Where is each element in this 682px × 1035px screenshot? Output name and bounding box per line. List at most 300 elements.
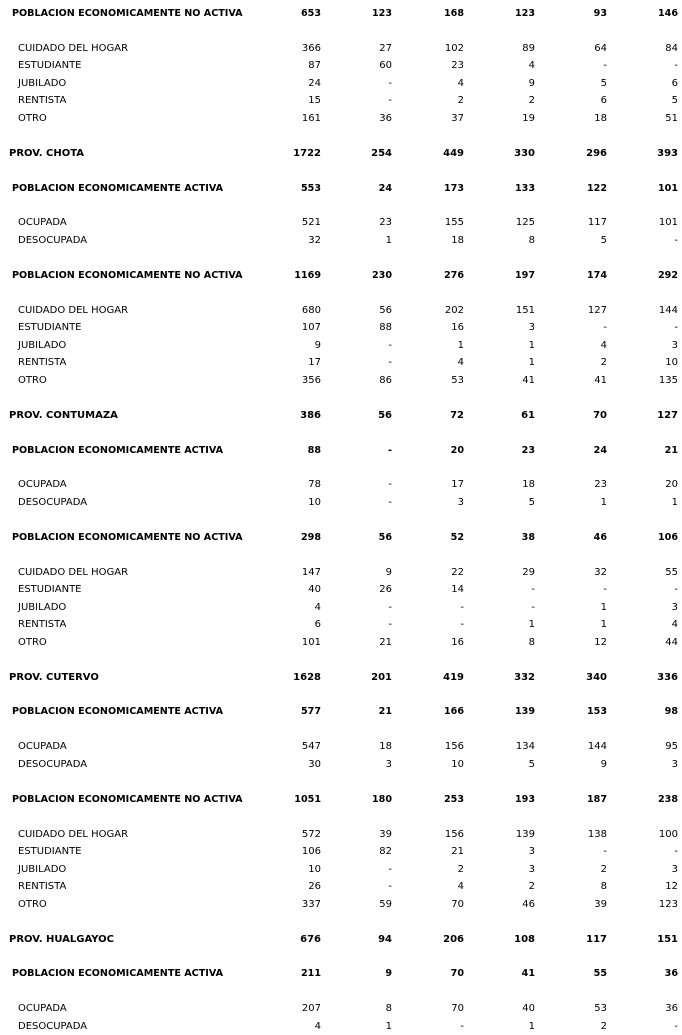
cell-col-3: 14	[451, 584, 464, 596]
cell-col-6: -	[674, 322, 678, 334]
cell-col-1: 9	[314, 339, 321, 351]
cell-col-5: 93	[593, 8, 607, 19]
cell-col-6: 144	[658, 304, 678, 316]
cell-col-1: 30	[308, 758, 321, 770]
cell-col-1: 87	[308, 60, 321, 72]
cell-col-5: -	[603, 846, 607, 857]
table-row	[0, 233, 682, 249]
cell-col-4: 330	[514, 147, 535, 159]
row-label: JUBILADO	[18, 601, 67, 613]
cell-col-5: 70	[593, 409, 607, 421]
cell-col-1: 298	[300, 531, 321, 543]
cell-col-1: 161	[301, 112, 321, 124]
cell-col-5: 12	[594, 636, 607, 648]
cell-col-6: 127	[657, 409, 678, 421]
cell-col-3: 449	[443, 147, 464, 159]
cell-col-1: 107	[301, 322, 321, 334]
cell-col-5: 6	[600, 95, 607, 107]
category-row	[0, 966, 682, 982]
cell-col-4: 1	[528, 357, 535, 369]
cell-col-2: -	[388, 881, 392, 892]
table-row	[0, 844, 682, 860]
cell-col-4: 332	[514, 671, 535, 683]
cell-col-3: -	[460, 619, 464, 631]
cell-col-4: 46	[522, 898, 535, 910]
cell-col-4: 1	[528, 339, 535, 351]
cell-col-4: 9	[528, 77, 535, 89]
cell-col-4: 8	[528, 636, 535, 648]
row-label: OTRO	[18, 636, 47, 648]
cell-col-4: 61	[521, 409, 535, 421]
cell-col-2: 230	[371, 269, 392, 281]
cell-col-1: 15	[308, 95, 321, 107]
row-label: ESTUDIANTE	[18, 60, 82, 72]
table-row	[0, 862, 682, 878]
cell-col-1: 32	[308, 234, 321, 246]
cell-col-3: 52	[450, 531, 464, 543]
cell-col-5: 5	[600, 77, 607, 89]
row-label: OCUPADA	[18, 1003, 67, 1015]
cell-col-3: 10	[451, 758, 464, 770]
cell-col-3: 4	[457, 881, 464, 892]
cell-col-6: 292	[657, 269, 678, 281]
cell-col-2: 1	[385, 1020, 392, 1032]
cell-col-6: 4	[671, 619, 678, 631]
cell-col-6: 36	[664, 968, 678, 980]
cell-col-5: 2	[600, 357, 607, 369]
cell-col-4: 5	[528, 496, 535, 508]
cell-col-3: 70	[450, 968, 464, 980]
cell-col-4: 2	[528, 881, 535, 892]
cell-col-3: 21	[451, 846, 464, 857]
cell-col-4: 139	[514, 706, 535, 718]
cell-col-2: -	[388, 77, 392, 89]
row-label: OCUPADA	[18, 479, 67, 491]
cell-col-5: 55	[593, 968, 607, 980]
cell-col-1: 17	[308, 357, 321, 369]
cell-col-5: 5	[600, 234, 607, 246]
cell-col-1: 4	[314, 601, 321, 613]
row-label: OCUPADA	[18, 217, 67, 229]
cell-col-2: 56	[379, 304, 392, 316]
cell-col-6: 36	[665, 1003, 678, 1015]
row-label: DESOCUPADA	[18, 758, 88, 770]
cell-col-5: 122	[586, 182, 607, 194]
cell-col-3: 173	[443, 182, 464, 194]
cell-col-2: 201	[371, 671, 392, 683]
row-label: RENTISTA	[18, 619, 67, 631]
province-row	[0, 408, 682, 424]
cell-col-1: 10	[308, 496, 321, 508]
cell-col-3: 16	[451, 636, 464, 648]
row-label: ESTUDIANTE	[18, 322, 82, 334]
cell-col-1: 78	[308, 479, 321, 491]
cell-col-3: 22	[451, 566, 464, 578]
cell-col-4: 8	[528, 234, 535, 246]
cell-col-3: 70	[451, 898, 464, 910]
cell-col-1: 653	[300, 8, 321, 19]
cell-col-6: 84	[665, 42, 678, 54]
cell-col-4: 123	[514, 8, 535, 19]
cell-col-6: 21	[664, 444, 678, 456]
row-label: JUBILADO	[18, 863, 67, 875]
cell-col-3: -	[460, 601, 464, 613]
cell-col-4: 41	[521, 968, 535, 980]
cell-col-1: 4	[314, 1020, 321, 1032]
cell-col-3: 156	[444, 828, 464, 840]
cell-col-3: 206	[443, 933, 464, 945]
category-row	[0, 792, 682, 808]
cell-col-5: 153	[586, 706, 607, 718]
row-label: POBLACION ECONOMICAMENTE ACTIVA	[12, 444, 224, 456]
cell-col-5: 23	[594, 479, 607, 491]
cell-col-2: -	[388, 619, 392, 631]
cell-col-2: 9	[385, 566, 392, 578]
cell-col-6: -	[674, 846, 678, 857]
table-row	[0, 355, 682, 371]
row-label: OTRO	[18, 898, 47, 910]
province-row	[0, 670, 682, 686]
cell-col-2: 88	[379, 322, 392, 334]
cell-col-6: 55	[665, 566, 678, 578]
cell-col-4: 1	[528, 619, 535, 631]
cell-col-1: 1169	[294, 269, 321, 281]
cell-col-3: 419	[443, 671, 464, 683]
cell-col-5: 138	[587, 828, 607, 840]
category-row	[0, 268, 682, 284]
table-row	[0, 303, 682, 319]
table-row	[0, 373, 682, 389]
cell-col-4: 23	[521, 444, 535, 456]
cell-col-4: 193	[514, 793, 535, 805]
cell-col-4: 108	[514, 933, 535, 945]
cell-col-5: 117	[586, 933, 607, 945]
cell-col-2: 23	[379, 217, 392, 229]
row-label: PROV. CUTERVO	[9, 671, 99, 683]
row-label: RENTISTA	[18, 357, 67, 369]
cell-col-1: 211	[300, 968, 321, 980]
row-label: CUIDADO DEL HOGAR	[18, 566, 129, 578]
cell-col-3: 4	[457, 77, 464, 89]
cell-col-5: 9	[600, 758, 607, 770]
row-label: RENTISTA	[18, 95, 67, 107]
cell-col-2: 82	[379, 846, 392, 857]
cell-col-4: 133	[514, 182, 535, 194]
cell-col-4: -	[531, 584, 535, 596]
category-row	[0, 704, 682, 720]
cell-col-2: 254	[371, 147, 392, 159]
cell-col-3: 253	[443, 793, 464, 805]
cell-col-6: 3	[671, 339, 678, 351]
category-row	[0, 6, 682, 22]
cell-col-6: 12	[665, 881, 678, 892]
cell-col-4: 151	[515, 304, 535, 316]
table-row	[0, 757, 682, 773]
cell-col-4: 89	[522, 42, 535, 54]
row-label: PROV. CHOTA	[9, 147, 84, 159]
cell-col-2: 21	[378, 706, 392, 718]
cell-col-5: 2	[600, 863, 607, 875]
cell-col-6: 100	[658, 828, 678, 840]
cell-col-2: 59	[379, 898, 392, 910]
cell-col-2: 56	[378, 409, 392, 421]
cell-col-6: 106	[657, 531, 678, 543]
cell-col-3: 168	[443, 8, 464, 19]
cell-col-6: 101	[657, 182, 678, 194]
row-label: POBLACION ECONOMICAMENTE NO ACTIVA	[12, 793, 243, 805]
cell-col-2: 60	[379, 60, 392, 72]
cell-col-6: 336	[657, 671, 678, 683]
table-row	[0, 879, 682, 895]
cell-col-1: 6	[314, 619, 321, 631]
table-row	[0, 320, 682, 336]
cell-col-1: 676	[300, 933, 321, 945]
cell-col-1: 547	[301, 741, 321, 753]
table-row	[0, 41, 682, 57]
cell-col-6: -	[674, 60, 678, 72]
cell-col-4: 41	[522, 374, 535, 386]
cell-col-3: 16	[451, 322, 464, 334]
table-row	[0, 215, 682, 231]
cell-col-4: 1	[528, 1020, 535, 1032]
cell-col-2: 9	[385, 968, 392, 980]
cell-col-5: 8	[600, 881, 607, 892]
cell-col-6: 238	[657, 793, 678, 805]
row-label: JUBILADO	[18, 339, 67, 351]
province-row	[0, 932, 682, 948]
cell-col-6: 393	[657, 147, 678, 159]
cell-col-6: 20	[665, 479, 678, 491]
row-label: CUIDADO DEL HOGAR	[18, 828, 129, 840]
cell-col-6: 1	[671, 496, 678, 508]
cell-col-1: 386	[300, 409, 321, 421]
row-label: RENTISTA	[18, 881, 67, 892]
cell-col-5: -	[603, 584, 607, 596]
cell-col-5: 64	[594, 42, 607, 54]
cell-col-2: 21	[379, 636, 392, 648]
cell-col-4: 19	[522, 112, 535, 124]
cell-col-6: 123	[658, 898, 678, 910]
cell-col-4: 40	[522, 1003, 535, 1015]
cell-col-5: 1	[600, 496, 607, 508]
cell-col-3: 18	[451, 234, 464, 246]
cell-col-5: 144	[587, 741, 607, 753]
cell-col-3: 2	[457, 95, 464, 107]
cell-col-2: -	[388, 479, 392, 491]
cell-col-2: 56	[378, 531, 392, 543]
cell-col-5: 24	[593, 444, 607, 456]
cell-col-4: 3	[528, 846, 535, 857]
cell-col-2: 94	[378, 933, 392, 945]
cell-col-2: 26	[379, 584, 392, 596]
table-row	[0, 827, 682, 843]
cell-col-2: -	[388, 339, 392, 351]
row-label: OTRO	[18, 112, 47, 124]
cell-col-4: 197	[514, 269, 535, 281]
cell-col-6: 151	[657, 933, 678, 945]
table-row	[0, 93, 682, 109]
row-label: POBLACION ECONOMICAMENTE ACTIVA	[12, 182, 224, 194]
cell-col-3: 17	[451, 479, 464, 491]
cell-col-6: -	[674, 1020, 678, 1032]
cell-col-2: 3	[385, 758, 392, 770]
cell-col-4: 139	[515, 828, 535, 840]
cell-col-5: 1	[600, 601, 607, 613]
cell-col-3: 1	[457, 339, 464, 351]
row-label: POBLACION ECONOMICAMENTE NO ACTIVA	[12, 531, 243, 543]
cell-col-5: 174	[586, 269, 607, 281]
cell-col-2: -	[388, 95, 392, 107]
category-row	[0, 181, 682, 197]
table-row	[0, 600, 682, 616]
cell-col-5: 127	[587, 304, 607, 316]
cell-col-3: 155	[444, 217, 464, 229]
cell-col-4: -	[531, 601, 535, 613]
cell-col-2: -	[388, 601, 392, 613]
table-row	[0, 477, 682, 493]
cell-col-1: 680	[301, 304, 321, 316]
cell-col-6: 98	[664, 706, 678, 718]
table-row	[0, 495, 682, 511]
table-row	[0, 582, 682, 598]
cell-col-6: 135	[658, 374, 678, 386]
cell-col-1: 1722	[293, 147, 321, 159]
row-label: CUIDADO DEL HOGAR	[18, 304, 129, 316]
row-label: DESOCUPADA	[18, 1020, 88, 1032]
cell-col-5: 32	[594, 566, 607, 578]
cell-col-1: 553	[300, 182, 321, 194]
cell-col-1: 1628	[293, 671, 321, 683]
cell-col-2: -	[388, 357, 392, 369]
cell-col-3: 202	[444, 304, 464, 316]
category-row	[0, 530, 682, 546]
cell-col-1: 337	[301, 898, 321, 910]
cell-col-3: 276	[443, 269, 464, 281]
table-row	[0, 338, 682, 354]
cell-col-6: 3	[671, 601, 678, 613]
cell-col-4: 134	[515, 741, 535, 753]
cell-col-2: 1	[385, 234, 392, 246]
cell-col-4: 29	[522, 566, 535, 578]
cell-col-1: 1051	[294, 793, 321, 805]
cell-col-1: 24	[308, 77, 321, 89]
cell-col-3: 4	[457, 357, 464, 369]
province-row	[0, 146, 682, 162]
cell-col-5: 296	[586, 147, 607, 159]
cell-col-6: -	[674, 584, 678, 596]
cell-col-4: 125	[515, 217, 535, 229]
row-label: CUIDADO DEL HOGAR	[18, 42, 129, 54]
table-row	[0, 739, 682, 755]
cell-col-3: 20	[450, 444, 464, 456]
cell-col-1: 101	[301, 636, 321, 648]
cell-col-3: 166	[443, 706, 464, 718]
cell-col-6: 51	[665, 112, 678, 124]
row-label: ESTUDIANTE	[18, 584, 82, 596]
row-label: OCUPADA	[18, 741, 67, 753]
cell-col-5: 340	[586, 671, 607, 683]
cell-col-2: 8	[385, 1003, 392, 1015]
cell-col-6: 3	[671, 758, 678, 770]
cell-col-6: 101	[658, 217, 678, 229]
cell-col-1: 207	[301, 1003, 321, 1015]
cell-col-4: 3	[528, 863, 535, 875]
cell-col-4: 3	[528, 322, 535, 334]
cell-col-4: 5	[528, 758, 535, 770]
cell-col-2: -	[388, 496, 392, 508]
table-row	[0, 1001, 682, 1017]
cell-col-2: 36	[379, 112, 392, 124]
table-row	[0, 897, 682, 913]
cell-col-6: 6	[671, 77, 678, 89]
cell-col-3: 37	[451, 112, 464, 124]
cell-col-2: 24	[378, 182, 392, 194]
cell-col-1: 88	[307, 444, 321, 456]
cell-col-3: -	[460, 1020, 464, 1032]
cell-col-3: 2	[457, 863, 464, 875]
cell-col-4: 18	[522, 479, 535, 491]
cell-col-5: 53	[594, 1003, 607, 1015]
cell-col-6: 95	[665, 741, 678, 753]
cell-col-1: 521	[301, 217, 321, 229]
table-row	[0, 111, 682, 127]
table-row	[0, 617, 682, 633]
table-row	[0, 58, 682, 74]
row-label: OTRO	[18, 374, 47, 386]
cell-col-1: 147	[301, 566, 321, 578]
cell-col-1: 10	[308, 863, 321, 875]
row-label: PROV. HUALGAYOC	[9, 933, 114, 945]
cell-col-1: 40	[308, 584, 321, 596]
cell-col-5: 18	[594, 112, 607, 124]
cell-col-2: 86	[379, 374, 392, 386]
table-row	[0, 565, 682, 581]
cell-col-4: 4	[528, 60, 535, 72]
cell-col-2: 39	[379, 828, 392, 840]
row-label: POBLACION ECONOMICAMENTE NO ACTIVA	[12, 8, 243, 19]
cell-col-3: 70	[451, 1003, 464, 1015]
table-row	[0, 76, 682, 92]
cell-col-1: 356	[301, 374, 321, 386]
cell-col-6: 3	[671, 863, 678, 875]
cell-col-3: 3	[457, 496, 464, 508]
cell-col-2: 180	[371, 793, 392, 805]
cell-col-5: 41	[594, 374, 607, 386]
cell-col-6: 5	[671, 95, 678, 107]
cell-col-2: -	[388, 444, 392, 456]
cell-col-5: 117	[587, 217, 607, 229]
cell-col-3: 156	[444, 741, 464, 753]
row-label: JUBILADO	[18, 77, 67, 89]
cell-col-2: 27	[379, 42, 392, 54]
cell-col-1: 577	[300, 706, 321, 718]
cell-col-5: 46	[593, 531, 607, 543]
row-label: POBLACION ECONOMICAMENTE ACTIVA	[12, 968, 224, 980]
cell-col-5: -	[603, 322, 607, 334]
row-label: ESTUDIANTE	[18, 846, 82, 857]
row-label: PROV. CONTUMAZA	[9, 409, 118, 421]
cell-col-4: 2	[528, 95, 535, 107]
table-row	[0, 635, 682, 651]
cell-col-3: 23	[451, 60, 464, 72]
cell-col-6: -	[674, 234, 678, 246]
cell-col-1: 572	[301, 828, 321, 840]
cell-col-6: 10	[665, 357, 678, 369]
row-label: DESOCUPADA	[18, 496, 88, 508]
cell-col-1: 106	[301, 846, 321, 857]
cell-col-5: 187	[586, 793, 607, 805]
cell-col-2: 123	[371, 8, 392, 19]
